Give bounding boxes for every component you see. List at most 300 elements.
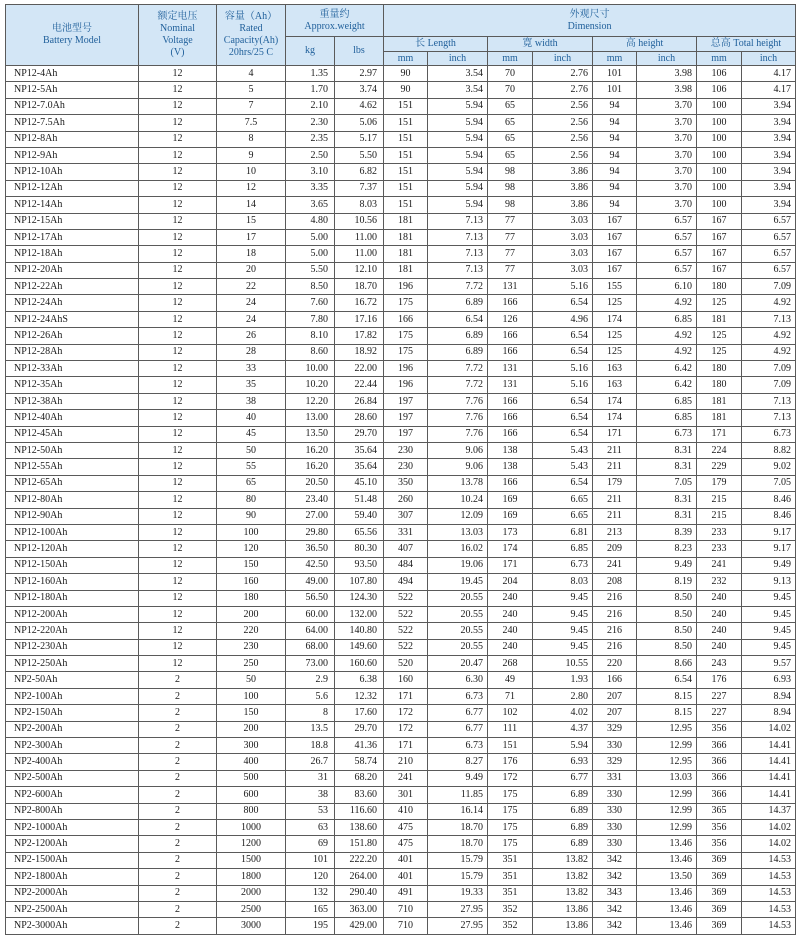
- cell-total-height-inch: 7.09: [742, 377, 796, 393]
- cell-height-inch: 7.05: [637, 475, 697, 491]
- cell-width-mm: 169: [488, 492, 533, 508]
- cell-weight-lbs: 17.82: [335, 328, 384, 344]
- cell-capacity: 26: [217, 328, 286, 344]
- cell-total-height-inch: 8.46: [742, 508, 796, 524]
- cell-weight-lbs: 41.36: [335, 738, 384, 754]
- cell-width-inch: 2.76: [533, 82, 593, 98]
- cell-weight-lbs: 7.37: [335, 180, 384, 196]
- cell-voltage: 12: [139, 508, 217, 524]
- cell-total-height-inch: 6.93: [742, 672, 796, 688]
- cell-height-mm: 125: [593, 344, 637, 360]
- cell-weight-kg: 4.80: [286, 213, 335, 229]
- cell-height-mm: 211: [593, 508, 637, 524]
- header-total-height: 总高 Total height: [697, 37, 796, 52]
- cell-weight-lbs: 18.70: [335, 279, 384, 295]
- table-row: [6, 672, 796, 688]
- cell-voltage: 12: [139, 229, 217, 245]
- cell-total-height-inch: 4.17: [742, 82, 796, 98]
- cell-width-inch: 6.54: [533, 393, 593, 409]
- cell-model: NP12-50Ah: [6, 442, 139, 458]
- cell-capacity: 18: [217, 246, 286, 262]
- cell-total-height-mm: 369: [697, 918, 742, 934]
- cell-height-mm: 167: [593, 246, 637, 262]
- cell-total-height-mm: 366: [697, 738, 742, 754]
- cell-length-inch: 19.33: [428, 885, 488, 901]
- cell-model: NP12-12Ah: [6, 180, 139, 196]
- cell-width-inch: 6.81: [533, 524, 593, 540]
- cell-height-inch: 8.19: [637, 574, 697, 590]
- cell-weight-lbs: 18.92: [335, 344, 384, 360]
- cell-model: NP12-80Ah: [6, 492, 139, 508]
- cell-height-mm: 163: [593, 361, 637, 377]
- cell-weight-kg: 69: [286, 836, 335, 852]
- cell-width-inch: 5.43: [533, 442, 593, 458]
- cell-model: NP2-2500Ah: [6, 901, 139, 917]
- header-width: 寛 width: [488, 37, 593, 52]
- table-row: [6, 377, 796, 393]
- cell-length-mm: 260: [384, 492, 428, 508]
- cell-weight-kg: 38: [286, 787, 335, 803]
- cell-height-mm: 342: [593, 901, 637, 917]
- header-model-zh: 电池型号: [52, 23, 92, 34]
- cell-model: NP2-3000Ah: [6, 918, 139, 934]
- cell-capacity: 10: [217, 164, 286, 180]
- cell-total-height-inch: 14.53: [742, 885, 796, 901]
- cell-height-mm: 174: [593, 410, 637, 426]
- cell-capacity: 28: [217, 344, 286, 360]
- cell-model: NP12-38Ah: [6, 393, 139, 409]
- table-row: [6, 131, 796, 147]
- cell-model: NP12-40Ah: [6, 410, 139, 426]
- table-row: [6, 426, 796, 442]
- cell-height-inch: 12.99: [637, 803, 697, 819]
- cell-width-mm: 166: [488, 344, 533, 360]
- cell-total-height-mm: 181: [697, 311, 742, 327]
- cell-voltage: 12: [139, 98, 217, 114]
- cell-length-inch: 16.02: [428, 541, 488, 557]
- cell-capacity: 14: [217, 197, 286, 213]
- cell-total-height-mm: 125: [697, 328, 742, 344]
- cell-capacity: 600: [217, 787, 286, 803]
- cell-model: NP2-600Ah: [6, 787, 139, 803]
- cell-weight-kg: 195: [286, 918, 335, 934]
- cell-length-mm: 484: [384, 557, 428, 573]
- cell-weight-kg: 8.60: [286, 344, 335, 360]
- table-row: [6, 869, 796, 885]
- cell-capacity: 1800: [217, 869, 286, 885]
- cell-weight-kg: 8.10: [286, 328, 335, 344]
- cell-height-inch: 13.46: [637, 918, 697, 934]
- cell-model: NP12-24Ah: [6, 295, 139, 311]
- cell-capacity: 250: [217, 656, 286, 672]
- cell-height-mm: 174: [593, 393, 637, 409]
- cell-length-inch: 10.24: [428, 492, 488, 508]
- cell-height-inch: 4.92: [637, 344, 697, 360]
- cell-width-inch: 6.54: [533, 295, 593, 311]
- cell-model: NP12-45Ah: [6, 426, 139, 442]
- cell-voltage: 12: [139, 115, 217, 131]
- header-dimension-en: Dimension: [567, 20, 612, 32]
- cell-total-height-mm: 366: [697, 787, 742, 803]
- cell-weight-kg: 165: [286, 901, 335, 917]
- cell-total-height-inch: 4.92: [742, 328, 796, 344]
- table-row: [6, 246, 796, 262]
- cell-model: NP12-14Ah: [6, 197, 139, 213]
- cell-weight-lbs: 363.00: [335, 901, 384, 917]
- cell-voltage: 12: [139, 164, 217, 180]
- cell-capacity: 150: [217, 557, 286, 573]
- table-row: [6, 262, 796, 278]
- cell-weight-lbs: 8.03: [335, 197, 384, 213]
- cell-model: NP2-1000Ah: [6, 819, 139, 835]
- cell-width-mm: 71: [488, 688, 533, 704]
- cell-width-mm: 166: [488, 410, 533, 426]
- cell-length-inch: 13.78: [428, 475, 488, 491]
- cell-length-inch: 20.55: [428, 590, 488, 606]
- cell-height-inch: 6.57: [637, 229, 697, 245]
- table-row: [6, 721, 796, 737]
- cell-capacity: 1200: [217, 836, 286, 852]
- cell-total-height-inch: 9.17: [742, 524, 796, 540]
- cell-width-mm: 111: [488, 721, 533, 737]
- cell-total-height-mm: 229: [697, 459, 742, 475]
- cell-capacity: 180: [217, 590, 286, 606]
- table-row: [6, 311, 796, 327]
- cell-capacity: 12: [217, 180, 286, 196]
- cell-width-mm: 131: [488, 377, 533, 393]
- cell-height-mm: 216: [593, 590, 637, 606]
- cell-height-inch: 6.10: [637, 279, 697, 295]
- cell-width-mm: 131: [488, 361, 533, 377]
- cell-width-inch: 13.86: [533, 901, 593, 917]
- table-row: [6, 688, 796, 704]
- cell-weight-kg: 101: [286, 852, 335, 868]
- cell-total-height-mm: 167: [697, 246, 742, 262]
- cell-voltage: 12: [139, 66, 217, 82]
- cell-width-mm: 171: [488, 557, 533, 573]
- cell-height-inch: 13.50: [637, 869, 697, 885]
- cell-voltage: 12: [139, 590, 217, 606]
- cell-capacity: 100: [217, 688, 286, 704]
- cell-width-mm: 204: [488, 574, 533, 590]
- cell-height-inch: 8.31: [637, 508, 697, 524]
- cell-width-mm: 351: [488, 852, 533, 868]
- cell-total-height-mm: 100: [697, 147, 742, 163]
- cell-voltage: 12: [139, 459, 217, 475]
- cell-height-inch: 8.31: [637, 442, 697, 458]
- cell-total-height-inch: 8.46: [742, 492, 796, 508]
- cell-model: NP12-230Ah: [6, 639, 139, 655]
- header-width-mm: mm: [488, 52, 533, 66]
- cell-weight-lbs: 45.10: [335, 475, 384, 491]
- cell-height-mm: 330: [593, 836, 637, 852]
- table-row: [6, 885, 796, 901]
- cell-weight-lbs: 160.60: [335, 656, 384, 672]
- cell-model: NP12-22Ah: [6, 279, 139, 295]
- cell-voltage: 12: [139, 147, 217, 163]
- table-row: [6, 393, 796, 409]
- cell-length-inch: 5.94: [428, 131, 488, 147]
- cell-width-inch: 3.03: [533, 229, 593, 245]
- cell-width-inch: 13.82: [533, 885, 593, 901]
- cell-total-height-mm: 125: [697, 295, 742, 311]
- cell-total-height-mm: 180: [697, 279, 742, 295]
- cell-weight-kg: 20.50: [286, 475, 335, 491]
- table-row: [6, 279, 796, 295]
- table-row: [6, 606, 796, 622]
- cell-voltage: 12: [139, 442, 217, 458]
- cell-weight-lbs: 93.50: [335, 557, 384, 573]
- cell-height-inch: 4.92: [637, 328, 697, 344]
- table-row: [6, 229, 796, 245]
- cell-total-height-mm: 240: [697, 606, 742, 622]
- cell-length-mm: 171: [384, 688, 428, 704]
- cell-height-inch: 12.99: [637, 787, 697, 803]
- cell-model: NP2-150Ah: [6, 705, 139, 721]
- cell-length-mm: 710: [384, 918, 428, 934]
- cell-model: NP12-100Ah: [6, 524, 139, 540]
- cell-capacity: 120: [217, 541, 286, 557]
- cell-total-height-inch: 9.17: [742, 541, 796, 557]
- cell-length-inch: 5.94: [428, 197, 488, 213]
- table-row: [6, 328, 796, 344]
- cell-length-mm: 710: [384, 901, 428, 917]
- cell-width-mm: 151: [488, 738, 533, 754]
- cell-height-mm: 241: [593, 557, 637, 573]
- cell-capacity: 230: [217, 639, 286, 655]
- cell-height-mm: 207: [593, 705, 637, 721]
- cell-total-height-mm: 100: [697, 115, 742, 131]
- cell-total-height-mm: 366: [697, 754, 742, 770]
- cell-width-mm: 65: [488, 98, 533, 114]
- cell-weight-kg: 16.20: [286, 459, 335, 475]
- cell-width-inch: 10.55: [533, 656, 593, 672]
- cell-width-mm: 77: [488, 246, 533, 262]
- cell-length-inch: 5.94: [428, 164, 488, 180]
- cell-total-height-inch: 3.94: [742, 98, 796, 114]
- cell-voltage: 12: [139, 295, 217, 311]
- cell-total-height-mm: 366: [697, 770, 742, 786]
- cell-width-mm: 351: [488, 869, 533, 885]
- cell-total-height-inch: 4.17: [742, 66, 796, 82]
- cell-total-height-mm: 181: [697, 410, 742, 426]
- cell-length-inch: 18.70: [428, 819, 488, 835]
- cell-weight-kg: 1.70: [286, 82, 335, 98]
- cell-total-height-inch: 8.94: [742, 688, 796, 704]
- cell-width-inch: 13.82: [533, 869, 593, 885]
- cell-voltage: 12: [139, 377, 217, 393]
- cell-voltage: 12: [139, 623, 217, 639]
- cell-length-mm: 197: [384, 426, 428, 442]
- cell-length-inch: 19.45: [428, 574, 488, 590]
- cell-model: NP12-20Ah: [6, 262, 139, 278]
- cell-capacity: 50: [217, 442, 286, 458]
- header-height: 高 height: [593, 37, 697, 52]
- cell-weight-lbs: 17.60: [335, 705, 384, 721]
- cell-length-mm: 151: [384, 147, 428, 163]
- cell-model: NP12-180Ah: [6, 590, 139, 606]
- cell-weight-lbs: 140.80: [335, 623, 384, 639]
- cell-length-inch: 7.72: [428, 377, 488, 393]
- cell-weight-kg: 8: [286, 705, 335, 721]
- cell-length-inch: 6.89: [428, 295, 488, 311]
- header-capacity-zh: 容量（Ah）: [224, 11, 278, 22]
- cell-weight-kg: 12.20: [286, 393, 335, 409]
- cell-width-inch: 2.56: [533, 131, 593, 147]
- cell-capacity: 33: [217, 361, 286, 377]
- cell-width-inch: 2.80: [533, 688, 593, 704]
- header-height-mm: mm: [593, 52, 637, 66]
- cell-total-height-inch: 14.02: [742, 721, 796, 737]
- cell-width-mm: 77: [488, 213, 533, 229]
- cell-height-inch: 3.70: [637, 180, 697, 196]
- cell-voltage: 2: [139, 852, 217, 868]
- cell-width-mm: 65: [488, 131, 533, 147]
- table-row: [6, 901, 796, 917]
- cell-length-inch: 7.76: [428, 410, 488, 426]
- cell-width-inch: 5.43: [533, 459, 593, 475]
- cell-capacity: 20: [217, 262, 286, 278]
- cell-width-inch: 6.85: [533, 541, 593, 557]
- cell-length-mm: 196: [384, 279, 428, 295]
- cell-height-inch: 8.50: [637, 606, 697, 622]
- header-height-inch: inch: [637, 52, 697, 66]
- cell-weight-kg: 73.00: [286, 656, 335, 672]
- cell-height-mm: 211: [593, 492, 637, 508]
- cell-width-mm: 268: [488, 656, 533, 672]
- cell-weight-kg: 13.5: [286, 721, 335, 737]
- table-row: [6, 574, 796, 590]
- cell-length-mm: 151: [384, 115, 428, 131]
- cell-voltage: 12: [139, 426, 217, 442]
- cell-model: NP12-250Ah: [6, 656, 139, 672]
- header-length-mm: mm: [384, 52, 428, 66]
- cell-voltage: 12: [139, 131, 217, 147]
- cell-length-mm: 171: [384, 738, 428, 754]
- cell-length-mm: 494: [384, 574, 428, 590]
- cell-weight-kg: 13.00: [286, 410, 335, 426]
- cell-total-height-mm: 100: [697, 164, 742, 180]
- cell-width-inch: 6.54: [533, 410, 593, 426]
- cell-weight-kg: 5.6: [286, 688, 335, 704]
- cell-weight-lbs: 68.20: [335, 770, 384, 786]
- table-row: [6, 918, 796, 934]
- cell-width-mm: 240: [488, 639, 533, 655]
- cell-length-inch: 9.49: [428, 770, 488, 786]
- cell-width-inch: 5.16: [533, 361, 593, 377]
- cell-height-inch: 8.15: [637, 705, 697, 721]
- header-capacity-en2: Capacity(Ah): [223, 35, 279, 46]
- cell-total-height-mm: 369: [697, 885, 742, 901]
- cell-weight-kg: 42.50: [286, 557, 335, 573]
- cell-total-height-inch: 7.13: [742, 410, 796, 426]
- cell-length-mm: 407: [384, 541, 428, 557]
- cell-model: NP12-18Ah: [6, 246, 139, 262]
- cell-model: NP2-1500Ah: [6, 852, 139, 868]
- cell-weight-kg: 49.00: [286, 574, 335, 590]
- header-capacity-en3: 20hrs/25 C: [228, 47, 274, 58]
- cell-model: NP2-200Ah: [6, 721, 139, 737]
- cell-length-mm: 350: [384, 475, 428, 491]
- cell-total-height-mm: 100: [697, 98, 742, 114]
- cell-height-inch: 3.70: [637, 197, 697, 213]
- cell-total-height-mm: 167: [697, 262, 742, 278]
- cell-height-inch: 4.92: [637, 295, 697, 311]
- cell-height-mm: 220: [593, 656, 637, 672]
- header-model-en: Battery Model: [42, 35, 102, 46]
- cell-model: NP12-4Ah: [6, 66, 139, 82]
- table-row: [6, 459, 796, 475]
- cell-length-mm: 475: [384, 836, 428, 852]
- cell-width-mm: 175: [488, 819, 533, 835]
- cell-height-inch: 13.46: [637, 885, 697, 901]
- cell-weight-lbs: 16.72: [335, 295, 384, 311]
- cell-width-inch: 5.16: [533, 377, 593, 393]
- cell-length-inch: 20.55: [428, 623, 488, 639]
- cell-width-inch: 2.76: [533, 66, 593, 82]
- cell-voltage: 12: [139, 262, 217, 278]
- cell-height-inch: 12.99: [637, 819, 697, 835]
- cell-length-inch: 9.06: [428, 459, 488, 475]
- cell-height-inch: 3.98: [637, 82, 697, 98]
- cell-width-inch: 3.86: [533, 197, 593, 213]
- cell-height-mm: 329: [593, 754, 637, 770]
- cell-height-mm: 211: [593, 442, 637, 458]
- cell-model: NP2-100Ah: [6, 688, 139, 704]
- cell-height-mm: 207: [593, 688, 637, 704]
- cell-weight-kg: 53: [286, 803, 335, 819]
- cell-total-height-mm: 179: [697, 475, 742, 491]
- cell-length-mm: 175: [384, 295, 428, 311]
- cell-total-height-inch: 3.94: [742, 115, 796, 131]
- cell-height-inch: 12.95: [637, 721, 697, 737]
- cell-model: NP12-28Ah: [6, 344, 139, 360]
- cell-height-mm: 216: [593, 623, 637, 639]
- cell-voltage: 12: [139, 393, 217, 409]
- cell-length-inch: 7.72: [428, 361, 488, 377]
- cell-width-inch: 3.86: [533, 164, 593, 180]
- cell-width-inch: 4.37: [533, 721, 593, 737]
- cell-height-inch: 8.23: [637, 541, 697, 557]
- cell-length-mm: 522: [384, 606, 428, 622]
- cell-height-inch: 6.85: [637, 393, 697, 409]
- cell-model: NP12-17Ah: [6, 229, 139, 245]
- cell-total-height-inch: 3.94: [742, 164, 796, 180]
- cell-total-height-mm: 240: [697, 590, 742, 606]
- cell-voltage: 2: [139, 754, 217, 770]
- cell-height-mm: 94: [593, 98, 637, 114]
- cell-total-height-mm: 369: [697, 869, 742, 885]
- cell-width-inch: 6.89: [533, 819, 593, 835]
- cell-voltage: 12: [139, 557, 217, 573]
- cell-voltage: 12: [139, 475, 217, 491]
- cell-capacity: 220: [217, 623, 286, 639]
- cell-length-inch: 7.13: [428, 213, 488, 229]
- cell-total-height-mm: 356: [697, 819, 742, 835]
- cell-total-height-mm: 233: [697, 524, 742, 540]
- cell-width-inch: 5.94: [533, 738, 593, 754]
- cell-width-inch: 6.54: [533, 475, 593, 491]
- cell-length-inch: 6.30: [428, 672, 488, 688]
- cell-width-inch: 6.65: [533, 492, 593, 508]
- cell-capacity: 1500: [217, 852, 286, 868]
- cell-weight-kg: 3.10: [286, 164, 335, 180]
- cell-width-inch: 6.54: [533, 328, 593, 344]
- cell-weight-lbs: 6.38: [335, 672, 384, 688]
- cell-length-inch: 27.95: [428, 901, 488, 917]
- cell-height-inch: 6.54: [637, 672, 697, 688]
- cell-length-inch: 7.76: [428, 393, 488, 409]
